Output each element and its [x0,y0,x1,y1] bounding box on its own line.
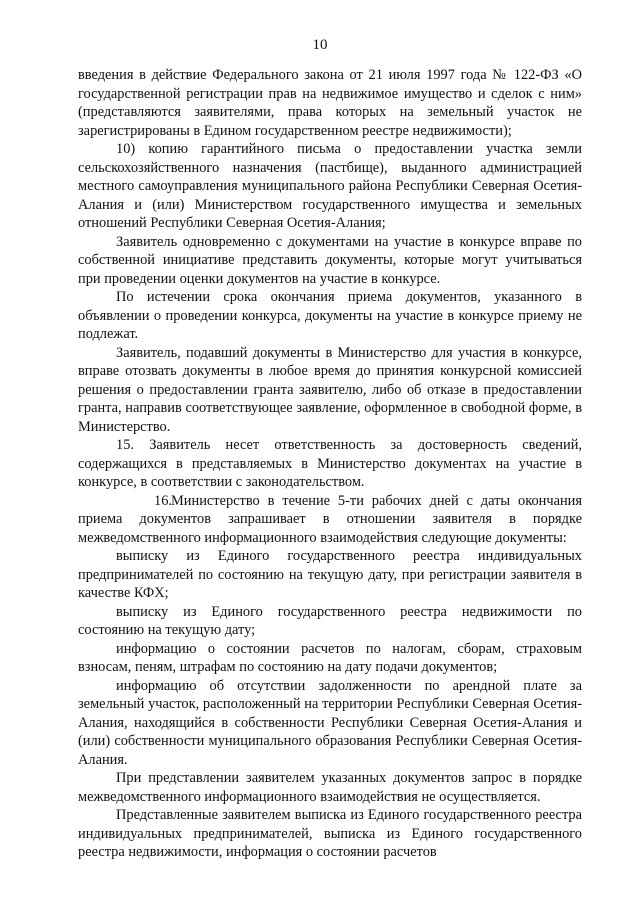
item-16-number: 16. [154,492,172,509]
paragraph-egrn-extract: выписку из Единого государственного реестра недвижимости по состоянию на текущую дату; [78,603,582,638]
document-body [78,66,582,862]
paragraph-tax-info: информацию о состоянии расчетов по налогам, сборам, страховым взносам, пеням, штрафам по состоянию на дату подачи документов; [78,640,582,675]
paragraph-deadline: По истечении срока окончания приема документов, указанного в объявлении о проведении конкурса, документы на участие в конкурсе приему не подлежат. [78,289,582,342]
paragraph-item-15: 15. Заявитель несет ответственность за достоверность сведений, содержащихся в представляемых в Министерство документах на участие в конкурсе, в соответствии с законодательством. [78,437,582,490]
paragraph-rent-info: информацию об отсутствии задолженности по арендной плате за земельный участок, расположенный на территории Республики Северная Осетия-Алания, находящийся в собственности Республики Северная Осетия-Алания и (или) собственности муниципального образования Республики Северная Осетия-Алания. [78,677,582,768]
paragraph-withdrawal: Заявитель, подавший документы в Министерство для участия в конкурсе, вправе отозвать документы в любое время до принятия конкурсной комиссией решения о предоставлении гранта заявителю, либо об отказе в предоставлении гранта, направив соответствующее заявление, оформленное в свободной форме, в Министерство. [78,344,582,435]
paragraph-egrip-extract: выписку из Единого государственного реестра индивидуальных предпринимателей по состоянию на текущую дату, при регистрации заявителя в качестве КФХ; [78,548,582,601]
paragraph-optional-documents: Заявитель одновременно с документами на участие в конкурсе вправе по собственной инициативе представить документы, которые могут учитываться при проведении оценки документов на участие в конкурсе. [78,233,582,287]
paragraph-item-16 [78,492,582,548]
paragraph-continuation: введения в действие Федерального закона от 21 июля 1997 года № 122-ФЗ «О государственной регистрации прав на недвижимое имущество и сделок с ним» (представляются заявителями, права которых на земельный участок не зарегистрированы в Едином государственном реестре недвижимости); [78,67,582,139]
item-16-text: Министерство в течение 5-ти рабочих дней с даты окончания приема документов запрашивает в отношении заявителя в порядке межведомственного информационного взаимодействия следующие документы: [78,492,582,546]
paragraph-no-request: При представлении заявителем указанных документов запрос в порядке межведомственного информационного взаимодействия не осуществляется. [78,770,582,805]
page-number: 10 [312,37,328,53]
paragraph-item-10: 10) копию гарантийного письма о предоставлении участка земли сельскохозяйственного назначения (пастбище), выданного администрацией местного самоуправления муниципального района Республики Северная Осетия-Алания и (или) Министерством государственного имущества и земельных отношений Республики Северная Осетия-Алания; [78,141,582,231]
paragraph-submitted-documents: Представленные заявителем выписка из Единого государственного реестра индивидуальных предпринимателей, выписка из Единого государственного реестра недвижимости, информация о состоянии расчетов [78,807,582,860]
